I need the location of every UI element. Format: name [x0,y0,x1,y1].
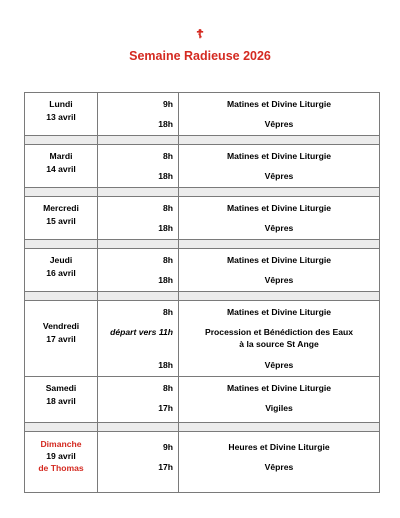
entry-time: 18h [158,223,173,233]
orthodox-cross-icon: ☦ [196,27,204,41]
day-date: 14 avril [46,164,76,174]
day-name: Samedi [45,383,77,393]
entry-time: 18h [158,171,173,181]
entry-time: 8h [162,255,173,265]
entry-activity: Vêpres [264,119,294,129]
feast-name: de Thomas [38,463,84,473]
entry-activity: Vêpres [264,462,294,472]
day-name: Mercredi [43,203,79,213]
entry-activity: Matines et Divine Liturgie [226,203,332,213]
entry-activity: Matines et Divine Liturgie [226,255,332,265]
entry-activity-continued: à la source St Ange [239,339,319,349]
schedule-table [24,92,380,493]
entry-activity: Matines et Divine Liturgie [226,151,332,161]
separator-row [25,136,380,145]
entry-activity: Vêpres [264,275,294,285]
day-date: 13 avril [46,112,76,122]
day-date: 19 avril [46,451,76,461]
entry-time: 18h [158,275,173,285]
entry-time: 9h [162,442,173,452]
day-row-mardi [25,145,380,188]
entry-activity: Heures et Divine Liturgie [228,442,330,452]
entry-time: 8h [162,203,173,213]
day-row-samedi [25,377,380,423]
day-row-lundi [25,93,380,136]
entry-activity: Vêpres [264,223,294,233]
entry-time: départ vers 11h [110,327,173,337]
day-row-mercredi [25,197,380,240]
entry-activity: Procession et Bénédiction des Eaux [204,327,354,337]
day-date: 16 avril [46,268,76,278]
day-row-dimanche [25,432,380,493]
entry-time: 18h [158,360,173,370]
entry-activity: Vigiles [265,403,293,413]
day-name: Dimanche [40,439,82,449]
day-row-jeudi [25,249,380,292]
day-date: 15 avril [46,216,76,226]
entry-activity: Matines et Divine Liturgie [226,99,332,109]
day-name: Jeudi [49,255,73,265]
entry-time: 8h [162,151,173,161]
separator-row [25,423,380,432]
page-title: Semaine Radieuse 2026 [129,49,271,63]
separator-row [25,240,380,249]
entry-time: 8h [162,307,173,317]
entry-time: 18h [158,119,173,129]
day-date: 17 avril [46,334,76,344]
entry-time: 8h [162,383,173,393]
entry-time: 17h [158,403,173,413]
day-name: Mardi [49,151,73,161]
separator-row [25,188,380,197]
entry-activity: Matines et Divine Liturgie [226,307,332,317]
entry-time: 9h [162,99,173,109]
entry-activity: Vêpres [264,171,294,181]
day-row-vendredi [25,301,380,377]
day-name: Vendredi [42,321,80,331]
day-name: Lundi [49,99,73,109]
entry-activity: Matines et Divine Liturgie [226,383,332,393]
day-date: 18 avril [46,396,76,406]
separator-row [25,292,380,301]
entry-time: 17h [158,462,173,472]
entry-activity: Vêpres [264,360,294,370]
